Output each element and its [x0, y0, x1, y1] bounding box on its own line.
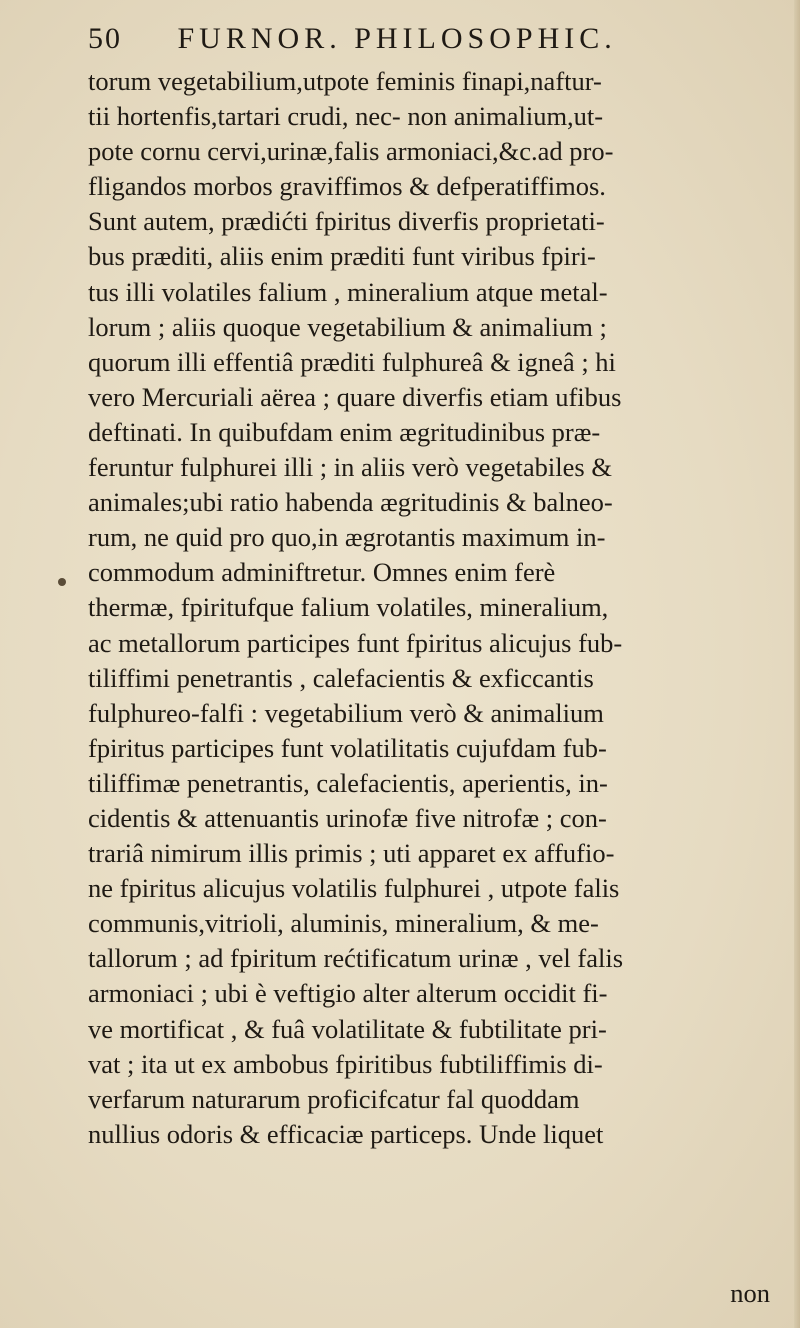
text-line: armoniaci ; ubi è veftigio alter alterum occidit fi-	[88, 978, 608, 1009]
text-line: animales;ubi ratio habenda ægritudinis & balneo-	[88, 487, 613, 518]
text-line: quorum illi effentiâ præditi fulphureâ & igneâ ; hi	[88, 346, 616, 377]
page-edge	[794, 0, 800, 1328]
text-line: vero Mercuriali aërea ; quare diverfis etiam ufibus	[88, 381, 622, 412]
text-line: bus præditi, aliis enim præditi funt viribus fpiri-	[88, 241, 596, 272]
text-line: Sunt autem, prædićti fpiritus diverfis proprietati-	[88, 206, 605, 237]
running-title: FURNOR. PHILOSOPHIC.	[177, 22, 617, 55]
margin-mark	[58, 578, 66, 586]
text-line: trariâ nimirum illis primis ; uti apparet ex affufio-	[88, 838, 615, 869]
running-head	[88, 22, 728, 68]
text-line: thermæ, fpiritufque falium volatiles, mineralium,	[88, 592, 609, 623]
text-line: vat ; ita ut ex ambobus fpiritibus fubtiliffimis di-	[88, 1048, 603, 1079]
text-line: tallorum ; ad fpiritum rećtificatum urinæ , vel falis	[88, 943, 624, 974]
text-line: deftinati. In quibufdam enim ægritudinibus præ-	[88, 416, 601, 447]
text-line: lorum ; aliis quoque vegetabilium & animalium ;	[88, 311, 607, 342]
body-text	[88, 64, 778, 1152]
text-line: ve mortificat , & fuâ volatilitate & fubtilitate pri-	[88, 1013, 607, 1044]
text-line: rum, ne quid pro quo,in ægrotantis maximum in-	[88, 522, 606, 553]
catchword: non	[730, 1278, 770, 1308]
text-line: commodum adminiftretur. Omnes enim ferè	[88, 557, 556, 588]
text-line: ne fpiritus alicujus volatilis fulphurei , utpote falis	[88, 873, 620, 904]
text-line: torum vegetabilium,utpote feminis finapi,naftur-	[88, 66, 602, 96]
text-line: tus illi volatiles falium , mineralium atque metal-	[88, 276, 608, 307]
text-line: fulphureo-falfi : vegetabilium verò & animalium	[88, 697, 604, 728]
text-line: pote cornu cervi,urinæ,falis armoniaci,&c.ad pro-	[88, 136, 614, 167]
text-line: nullius odoris & efficaciæ particeps. Unde liquet	[88, 1118, 604, 1149]
text-line: cidentis & attenuantis urinofæ five nitrofæ ; con-	[88, 802, 607, 833]
text-line: fligandos morbos graviffimos & defperatiffimos.	[88, 171, 606, 202]
text-line: feruntur fulphurei illi ; in aliis verò vegetabiles &	[88, 452, 612, 483]
text-line: tiliffimæ penetrantis, calefacientis, aperientis, in-	[88, 767, 608, 798]
page-number: 50	[88, 22, 122, 55]
text-line: verfarum naturarum proficifcatur fal quoddam	[88, 1083, 580, 1114]
text-line: communis,vitrioli, aluminis, mineralium, & me-	[88, 908, 599, 939]
text-line: tiliffimi penetrantis , calefacientis & exficcantis	[88, 662, 594, 693]
text-line: fpiritus participes funt volatilitatis cujufdam fub-	[88, 732, 607, 763]
text-line: ac metallorum participes funt fpiritus alicujus fub-	[88, 627, 623, 658]
text-line: tii hortenfis,tartari crudi, nec- non animalium,ut-	[88, 101, 604, 132]
